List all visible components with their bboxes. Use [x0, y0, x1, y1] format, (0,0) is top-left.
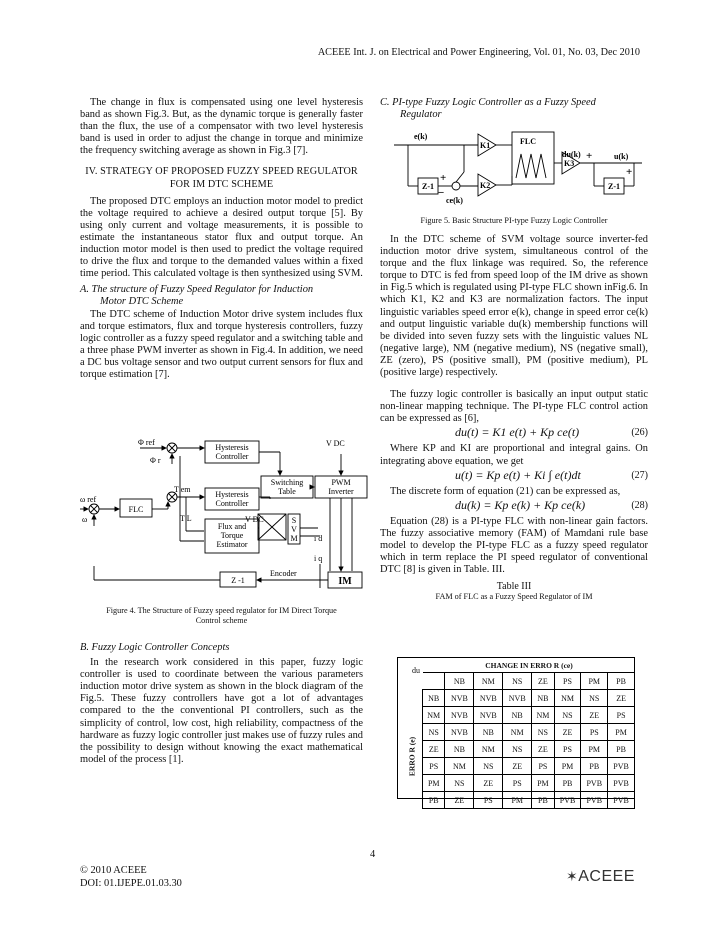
fig4-hyst1-l1: Hysteresis [215, 443, 249, 452]
fig4-est-l3: Estimator [216, 540, 248, 549]
table-cell: ZE [554, 724, 581, 741]
fig4-pwm-l1: PWM [331, 478, 351, 487]
table-row [423, 741, 635, 758]
fig5-plus3: + [626, 166, 633, 178]
table-cell: ZE [445, 792, 474, 809]
fig5-zinv-left: Z-1 [422, 182, 434, 191]
table-row-label: NB [423, 690, 445, 707]
running-header: ACEEE Int. J. on Electrical and Power Engineering, Vol. 01, No. 03, Dec 2010 [317, 47, 640, 58]
fig4-est-l1: Flux and [217, 522, 247, 531]
table-cell: ZE [503, 758, 532, 775]
fig4-est-l2: Torque [220, 531, 244, 540]
table-cell: NVB [445, 690, 474, 707]
fig5-k3: K3 [564, 159, 575, 168]
table-cell: NVB [474, 690, 503, 707]
table-change-header: CHANGE IN ERRO R (ce) [485, 661, 573, 670]
equation-28-number: (28) [631, 499, 648, 511]
table-col-header: NB [445, 673, 474, 690]
table-cell: PVB [608, 758, 635, 775]
table-row-label: NM [423, 707, 445, 724]
equation-26 [380, 425, 648, 443]
table-cell: NM [503, 724, 532, 741]
fig5-plus1: + [440, 172, 447, 184]
fig4-zinv: Z -1 [231, 576, 245, 585]
footer-doi: DOI: 01.IJEPE.01.03.30 [80, 878, 182, 889]
fig5-flc: FLC [520, 137, 536, 146]
table-cell: PB [608, 741, 635, 758]
paragraph-discrete-form: The discrete form of equation (21) can be expressed as, [390, 485, 621, 497]
fig4-tl: T L [180, 514, 192, 523]
fig4-phi-r: Φ r [150, 456, 161, 465]
equation-26-number: (26) [631, 427, 648, 439]
table-cell: NB [474, 724, 503, 741]
footer-copyright: © 2010 ACEEE [80, 865, 147, 876]
fig4-svm-v: V [291, 525, 297, 534]
equation-28 [380, 498, 648, 516]
figure-5-caption: Figure 5. Basic Structure PI-type Fuzzy Logic Controller [420, 216, 608, 225]
table-cell: NS [554, 707, 581, 724]
fig5-duk: du(k) [562, 150, 581, 159]
table-3-title: Table III [496, 581, 532, 593]
fig4-phi-ref: Φ ref [138, 438, 155, 447]
fig5-plus2: + [586, 150, 593, 162]
figure-5-block-diagram [394, 126, 642, 212]
left-column-lower [80, 606, 363, 766]
logo-text: ACEEE [578, 868, 635, 885]
table-col-header: PS [554, 673, 581, 690]
fig5-zinv-right: Z-1 [608, 182, 620, 191]
paragraph-fam: Equation (28) is a PI-type FLC with non-linear gain factors. The fuzzy associative memory (FAM) of Mamdani rule base model to develop the PI-type FLC as a fuzzy speed regulator which in term replace the PI speed regulator of conventional DTC [8] is given in Table. III. [380, 515, 648, 576]
equation-27-number: (27) [631, 469, 648, 481]
fig4-im: IM [338, 576, 352, 587]
fig4-vdc-top: V DC [326, 439, 345, 448]
equation-27 [380, 468, 648, 486]
fig4-hyst2-l2: Controller [215, 499, 249, 508]
footer [80, 864, 182, 890]
subsection-c-title-line1: C. PI-type Fuzzy Logic Controller as a Fuzzy Speed [380, 97, 596, 108]
table-row-label: ZE [423, 741, 445, 758]
fig4-id: i d [314, 534, 323, 543]
fig4-flc: FLC [128, 505, 144, 514]
paragraph-gains: Where KP and KI are proportional and integral gains. On integrating above equation, we get [380, 443, 648, 467]
fig4-iq: i q [314, 554, 323, 563]
fig5-minus: − [438, 187, 445, 199]
table-row [423, 707, 635, 724]
subsection-a-title-line2: Motor DTC Scheme [100, 296, 184, 308]
logo-star-icon: ✶ [566, 868, 579, 884]
fig5-cek: ce(k) [446, 196, 463, 205]
subsection-b-title: B. Fuzzy Logic Controller Concepts [80, 642, 230, 653]
table-cell: PVB [581, 792, 608, 809]
figure-4-block-diagram [80, 436, 370, 596]
fig4-omega-ref: ω ref [80, 495, 97, 504]
table-cell: NS [445, 775, 474, 792]
table-cell: PS [503, 775, 532, 792]
table-cell: NS [581, 690, 608, 707]
fig4-pwm-l2: Inverter [328, 487, 354, 496]
subsection-a-title-line1: A. The structure of Fuzzy Speed Regulator for Induction [80, 284, 314, 296]
table-cell: PM [532, 775, 554, 792]
table-row-label: NS [423, 724, 445, 741]
paragraph-flc-mapping: The fuzzy logic controller is basically an input output static non-linear mapping technique. The PI-type FLC control action can be expressed as [6], [380, 389, 648, 425]
figure-4-caption-line2: Control scheme [195, 616, 248, 625]
table-cell: ZE [608, 690, 635, 707]
table-row [423, 690, 635, 707]
left-column [80, 97, 363, 381]
fam-table-frame [397, 657, 635, 805]
table-row [423, 724, 635, 741]
table-cell: NVB [445, 707, 474, 724]
table-row [423, 758, 635, 775]
paragraph-dtc-scheme: The DTC scheme of Induction Motor drive system includes flux and torque estimators, flux and torque hysteresis controllers, fuzzy logic controller as a fuzzy speed regulator and a switching table and a three phase PWM inverter as shown in Fig.4. In addition, we need a DC bus voltage sensor and two output current sensors for flux and torque estimation [7]. [80, 308, 363, 380]
fig4-svm-m: M [290, 534, 298, 543]
table-cell: PVB [608, 775, 635, 792]
table-cell: PVB [581, 775, 608, 792]
right-column-top [380, 97, 648, 121]
fig5-uk: u(k) [614, 152, 629, 161]
table-cell: PS [554, 741, 581, 758]
fig4-switching-l2: Table [278, 487, 296, 496]
table-row-label: PB [423, 792, 445, 809]
section-4-title-line1: IV. STRATEGY OF PROPOSED FUZZY SPEED REGULATOR [85, 166, 358, 178]
table-cell: NS [503, 741, 532, 758]
table-cell: PB [581, 758, 608, 775]
table-cell: PS [608, 707, 635, 724]
fig5-k1: K1 [480, 141, 491, 150]
right-column [380, 216, 648, 602]
fig4-hyst2-l1: Hysteresis [215, 490, 249, 499]
table-cell: ZE [532, 741, 554, 758]
table-row-label: PS [423, 758, 445, 775]
paragraph-flux-compensation: The change in flux is compensated using one level hysteresis band as shown Fig.3. But, as the dynamic torque is generally faster than the flux, the use of a compensator with two level hysteresis band is used in order to adjust the change in torque and minimize the frequency switching average as shown in Fig.3 [7]. [80, 97, 363, 157]
table-cell: NB [503, 707, 532, 724]
paragraph-svm-dtc: In the DTC scheme of SVM voltage source inverter-fed induction motor drive system, simultaneous control of the torque and the flux linkage was required. So, the reference torque to DTC is fed from speed loop of the IM drive as shown in Fig.5 which is regulated using PI-type FLC shown inFig.6. In which K1, K2 and K3 are normalization factors. The input linguistic variables speed error e(k), change in speed error ce(k) and output linguistic variable du(k) membership functions will be divided into seven fuzzy sets with the linguistic values NL (negative large), NM (negative medium), NS (negative small), ZE (zero), PS (positive small), PM (positive medium), PL (positive large) respectively. [380, 234, 648, 379]
table-cell: NB [532, 690, 554, 707]
fam-table [422, 672, 635, 809]
table-cell: PS [581, 724, 608, 741]
figure-4-caption-line1: Figure 4. The Structure of Fuzzy speed regulator for IM Direct Torque [106, 606, 337, 615]
fig4-hyst1-l2: Controller [215, 452, 249, 461]
table-cell: PM [581, 741, 608, 758]
table-cell: NB [445, 741, 474, 758]
table-header-row [423, 673, 635, 690]
paragraph-proposed-dtc: The proposed DTC employs an induction motor model to predict the voltage required to achieve a desired output torque [5]. By using only current and voltage measurements, it is possible to estimate the instantaneous stator flux and output torque. An induction motor model is then used to predict the voltage required to drive the flux and torque to the demanded values within a fixed time period. This calculated voltage is then synthesized using SVM. [80, 195, 363, 280]
table-cell: NM [532, 707, 554, 724]
table-cell: PVB [608, 792, 635, 809]
table-cell: ZE [474, 775, 503, 792]
table-3-subtitle: FAM of FLC as a Fuzzy Speed Regulator of IM [435, 592, 593, 602]
table-cell: PB [554, 775, 581, 792]
table-cell: NM [445, 758, 474, 775]
fig4-tem: T em [174, 485, 191, 494]
table-cell: NVB [474, 707, 503, 724]
table-col-header: NS [503, 673, 532, 690]
table-cell: NVB [445, 724, 474, 741]
table-col-header: PM [581, 673, 608, 690]
fig4-vdc-mid: V DC [245, 515, 264, 524]
fig5-k2: K2 [480, 181, 491, 190]
paragraph-flc-concepts: In the research work considered in this paper, fuzzy logic controller is used to coordinate between the various parameters induction motor drive system as shown in the block diagram of the Fig.5. These fuzzy controllers have got a lot of advantages compared to the the conventional PI controllers, such as the simplicity of control, low cost, high reliability, compactness of the hardware as fuzzy logic controller just makes use of fuzzy rules and the possibility to design without knowing the exact mathematical model of the process [1]. [80, 657, 363, 765]
table-cell: NM [474, 741, 503, 758]
table-row-label: PM [423, 775, 445, 792]
fig5-ek: e(k) [414, 132, 428, 141]
table-cell: ZE [581, 707, 608, 724]
table-cell: NS [474, 758, 503, 775]
equation-28-body: du(k) = Kp e(k) + Kp ce(k) [455, 497, 586, 512]
table-col-header: NM [474, 673, 503, 690]
table-cell: PM [503, 792, 532, 809]
table-cell: PS [532, 758, 554, 775]
table-cell: PVB [554, 792, 581, 809]
table-corner-du: du [412, 666, 420, 675]
table-cell: PS [474, 792, 503, 809]
equation-26-body: du(t) = K1 e(t) + Kp ce(t) [455, 425, 580, 440]
table-col-header: ZE [532, 673, 554, 690]
table-cell: NVB [503, 690, 532, 707]
equation-27-body: u(t) = Kp e(t) + Ki ∫ e(t)dt [455, 467, 581, 482]
table-row [423, 792, 635, 809]
table-cell: NM [554, 690, 581, 707]
aceee-logo [566, 868, 635, 886]
fig4-switching-l1: Switching [270, 478, 304, 487]
fig4-encoder: Encoder [270, 569, 297, 578]
table-col-header: PB [608, 673, 635, 690]
table-row [423, 775, 635, 792]
fig4-svm-s: S [291, 516, 297, 525]
fig4-omega: ω [82, 515, 88, 524]
table-cell: NS [532, 724, 554, 741]
table-cell: PM [608, 724, 635, 741]
table-error-header: ERRO R (e) [407, 736, 417, 777]
section-4-title-line2: FOR IM DTC SCHEME [169, 178, 274, 190]
table-cell: PB [532, 792, 554, 809]
table-cell: PM [554, 758, 581, 775]
subsection-c-title-line2: Regulator [400, 109, 442, 121]
page-number: 4 [370, 849, 376, 860]
